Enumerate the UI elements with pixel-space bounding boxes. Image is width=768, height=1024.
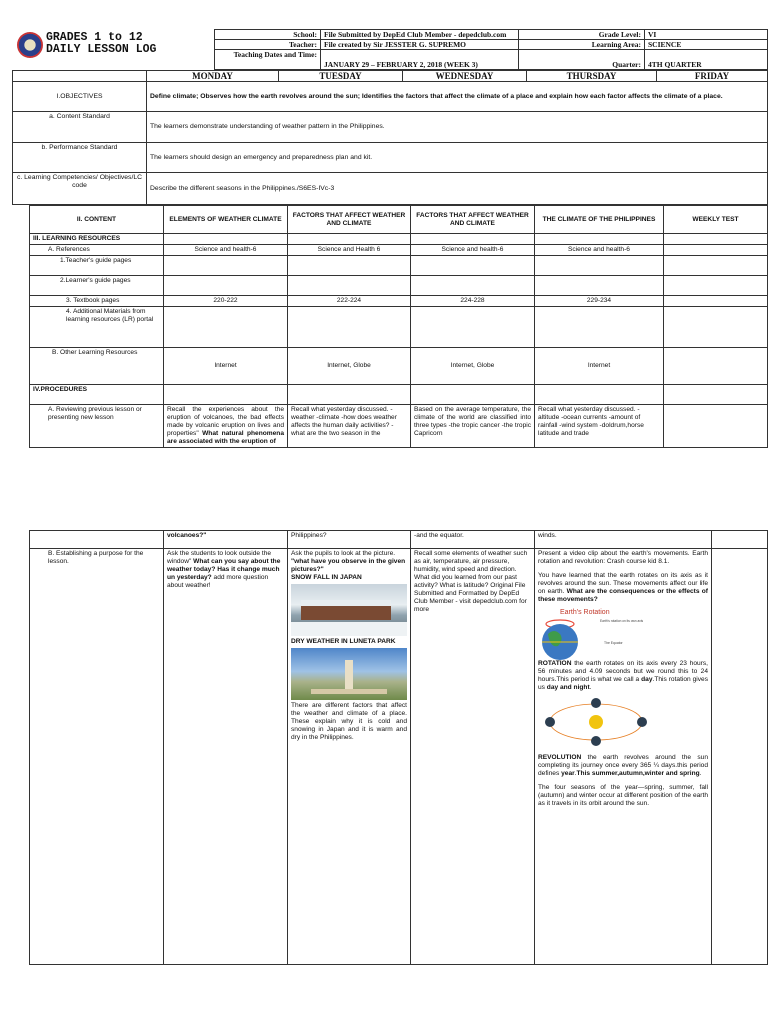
ref-wednesday: Science and health-6 [411, 245, 535, 256]
earth-revolution-svg [538, 694, 656, 750]
content-table [29, 205, 768, 448]
diagram-title: Earth's Rotation [560, 609, 610, 616]
lg-label: 2.Learner's guide pages [30, 276, 164, 296]
purpose-label: B. Establishing a purpose for the lesson. [30, 549, 164, 965]
earth-rotation-svg [538, 606, 656, 666]
content-thursday: THE CLIMATE OF THE PHILIPPINES [535, 206, 664, 234]
purpose-tuesday-text: Ask the pupils to look at the picture. [291, 550, 396, 557]
tb-monday: 220-222 [164, 296, 288, 307]
revolution-text: the earth revolves around the sun completing its journey once every 365 ¼ days.this period defines [538, 754, 708, 777]
review-monday-question: What natural phenomena are associated with the eruption of [167, 430, 284, 445]
additional-label: 4. Additional Materials from learning resources (LR) portal [30, 307, 164, 348]
review-label: A. Reviewing previous lesson or presenting new lesson [30, 405, 164, 448]
purpose-thursday-intro: Present a video clip about the earth's movements. Earth rotation and revolution: Crash course kid 8.1. [538, 550, 708, 565]
purpose-thursday-question: What are the consequences or the effects of these movements? [538, 588, 708, 603]
school-label: School: [215, 30, 321, 40]
other-label: B. Other Learning Resources [30, 348, 164, 385]
procedures-label: IV.PROCEDURES [30, 385, 164, 405]
teacher-value: File created by Sir JESSTER G. SUPREMO [321, 40, 519, 50]
dates-label: Teaching Dates and Time: [215, 50, 321, 70]
content-tuesday: FACTORS THAT AFFECT WEATHER AND CLIMATE [288, 206, 411, 234]
content-wednesday: FACTORS THAT AFFECT WEATHER AND CLIMATE [411, 206, 535, 234]
ref-tuesday: Science and Health 6 [288, 245, 411, 256]
other-monday: Internet [164, 348, 288, 385]
revolution-text-2: . [574, 770, 577, 777]
content-standard-text: The learners demonstrate understanding of weather pattern in the Philippines. [147, 112, 768, 143]
rotation-text-2: .This rotation gives us [538, 676, 709, 691]
tb-tuesday: 222-224 [288, 296, 411, 307]
log-title [46, 32, 156, 56]
references-label: A. References [30, 245, 164, 256]
purpose-monday-text: Ask the students to look outside the window" [167, 550, 272, 565]
tb-label: 3. Textbook pages [30, 296, 164, 307]
title-line1: GRADES 1 to 12 [46, 31, 143, 44]
review-thursday-cont: winds. [535, 531, 712, 549]
review-wednesday-cont: -and the equator. [411, 531, 535, 549]
review-monday [164, 405, 288, 448]
header-table [214, 29, 768, 70]
purpose-monday-question: What can you say about the weather today? Has it change much un yesterday? [167, 558, 281, 581]
content-monday: ELEMENTS OF WEATHER CLIMATE [164, 206, 288, 234]
teacher-label: Teacher: [215, 40, 321, 50]
luneta-park-photo [291, 648, 407, 700]
ref-monday: Science and health-6 [164, 245, 288, 256]
other-tuesday: Internet, Globe [288, 348, 411, 385]
ref-thursday: Science and health-6 [535, 245, 664, 256]
diagram-label-equator: The Equator [604, 641, 623, 645]
objectives-label: I.OBJECTIVES [13, 82, 147, 112]
school-value: File Submitted by DepEd Club Member - depedclub.com [321, 30, 519, 40]
day-monday: MONDAY [147, 71, 279, 82]
review-monday-text: Recall the experiences about the eruption of volcanoes, the bad effects made by volcanic eruption on lives and properties" [167, 406, 284, 437]
content-label: II. CONTENT [30, 206, 164, 234]
earth-revolution-diagram [538, 694, 708, 752]
day-thursday: THURSDAY [527, 71, 657, 82]
objectives-text: Define climate; Observes how the earth revolves around the sun; Identifies the factors that affect the climate of a place and explain how each factor affects the climate of a place. [147, 82, 768, 112]
objectives-table [12, 81, 768, 205]
day-wednesday: WEDNESDAY [403, 71, 527, 82]
purpose-thursday: Present a video clip about the earth's movements. Earth rotation and revolution: Crash course kid 8.1. You have learned that the earth rotates on its axis as it revolves around the sun. These movements affect our life on earth. What are the consequences or the effects of these movements? Earth's Rotation Earth's rotation on its own axis The Equator ROTATION the earth rotates on its axis every 23 hours, 56 minutes and 4.09 seconds but we round this to 24 hours.This period is what we call a day.This rotation gives us day and night. REVOLUTION the earth revolves around the sun completing its journey once every 365 ¼ days.this period defines year.This summer,autumn,winter and spring. The four seasons of the year—spring, summer, fall (autumn) and winter occur at different position of the earth as it travels in its orbit around the sun. [535, 549, 712, 965]
rotation-day: day [641, 676, 653, 683]
purpose-tuesday-question: "what have you observe in the given pictures?" [291, 558, 406, 573]
review-monday-cont: volcanoes?" [164, 531, 288, 549]
purpose-monday-note: add more question about weather! [167, 574, 269, 589]
dates-value: JANUARY 29 – FEBRUARY 2, 2018 (WEEK 3) [321, 50, 519, 70]
snow-japan-photo [291, 584, 407, 636]
earth-rotation-diagram [538, 606, 644, 658]
title-line2: DAILY LESSON LOG [46, 43, 157, 56]
content-standard-label: a. Content Standard [13, 112, 147, 143]
performance-standard-label: b. Performance Standard [13, 143, 147, 173]
resources-label: III. LEARNING RESOURCES [30, 234, 164, 245]
area-value: SCIENCE [645, 40, 768, 50]
purpose-monday [164, 549, 288, 965]
rotation-title: ROTATION [538, 660, 572, 667]
dry-caption: DRY WEATHER IN LUNETA PARK [291, 638, 396, 645]
rotation-text: the earth rotates on its axis every 23 hours, 56 minutes and 4.09 seconds but we round this to 24 hours.This period is what we call a [538, 660, 708, 683]
four-seasons-text: The four seasons of the year—spring, summer, fall (autumn) and winter occur at different position of the earth as it travels in its orbit around the sun. [538, 784, 708, 807]
area-label: Learning Area: [519, 40, 645, 50]
review-tuesday-cont: Philippines? [288, 531, 411, 549]
performance-standard-text: The learners should design an emergency and preparedness plan and kit. [147, 143, 768, 173]
revolution-seasons: This summer,autumn,winter and spring [576, 770, 700, 777]
tb-thursday: 229-234 [535, 296, 664, 307]
procedures-table [29, 530, 768, 965]
diagram-label-rotation: Earth's rotation on its own axis [600, 619, 644, 623]
purpose-tuesday [288, 549, 411, 965]
grade-label: Grade Level: [519, 30, 645, 40]
tb-wednesday: 224-228 [411, 296, 535, 307]
grade-value: VI [645, 30, 768, 40]
competencies-label: c. Learning Competencies/ Objectives/LC code [13, 173, 147, 205]
review-thursday: Recall what yesterday discussed. -altitude -ocean currents -amount of rainfall -wind system -doldrum,horse latitude and trade [535, 405, 664, 448]
other-thursday: Internet [535, 348, 664, 385]
deped-seal [17, 32, 43, 58]
quarter-value: 4TH QUARTER [645, 50, 768, 70]
revolution-year: year [561, 770, 575, 777]
purpose-wednesday: Recall some elements of weather such as air, temperature, air pressure, humidity, wind speed and direction. What did you learned from our past activity? What is latitude? Original File Submitted and Formatted by DepEd Club Member - visit depedclub.com for more [411, 549, 535, 965]
review-wednesday: Based on the average temperature, the climate of the world are classified into three types -the tropic cancer -the tropic Capricorn [411, 405, 535, 448]
content-friday: WEEKLY TEST [664, 206, 768, 234]
quarter-label: Quarter: [519, 50, 645, 70]
purpose-thursday-text: You have learned that the earth rotates on its axis as it revolves around the sun. These movements affect our life on earth. [538, 572, 708, 595]
competencies-text: Describe the different seasons in the Philippines./S6ES-IVc-3 [147, 173, 768, 205]
revolution-title: REVOLUTION [538, 754, 582, 761]
review-tuesday: Recall what yesterday discussed. -weather -climate -how does weather affects the human daily activities? -what are the two season in the [288, 405, 411, 448]
purpose-tuesday-explanation: There are different factors that affect the weather and climate of a place. These explain why it is cold and snowing in Japan and it is warm and dry in the Philippines. [291, 702, 407, 741]
tg-label: 1.Teacher's guide pages [30, 256, 164, 276]
rotation-day-night: day and night [546, 684, 590, 691]
snow-caption: SNOW FALL IN JAPAN [291, 574, 362, 581]
other-wednesday: Internet, Globe [411, 348, 535, 385]
day-friday: FRIDAY [657, 71, 768, 82]
day-tuesday: TUESDAY [279, 71, 403, 82]
